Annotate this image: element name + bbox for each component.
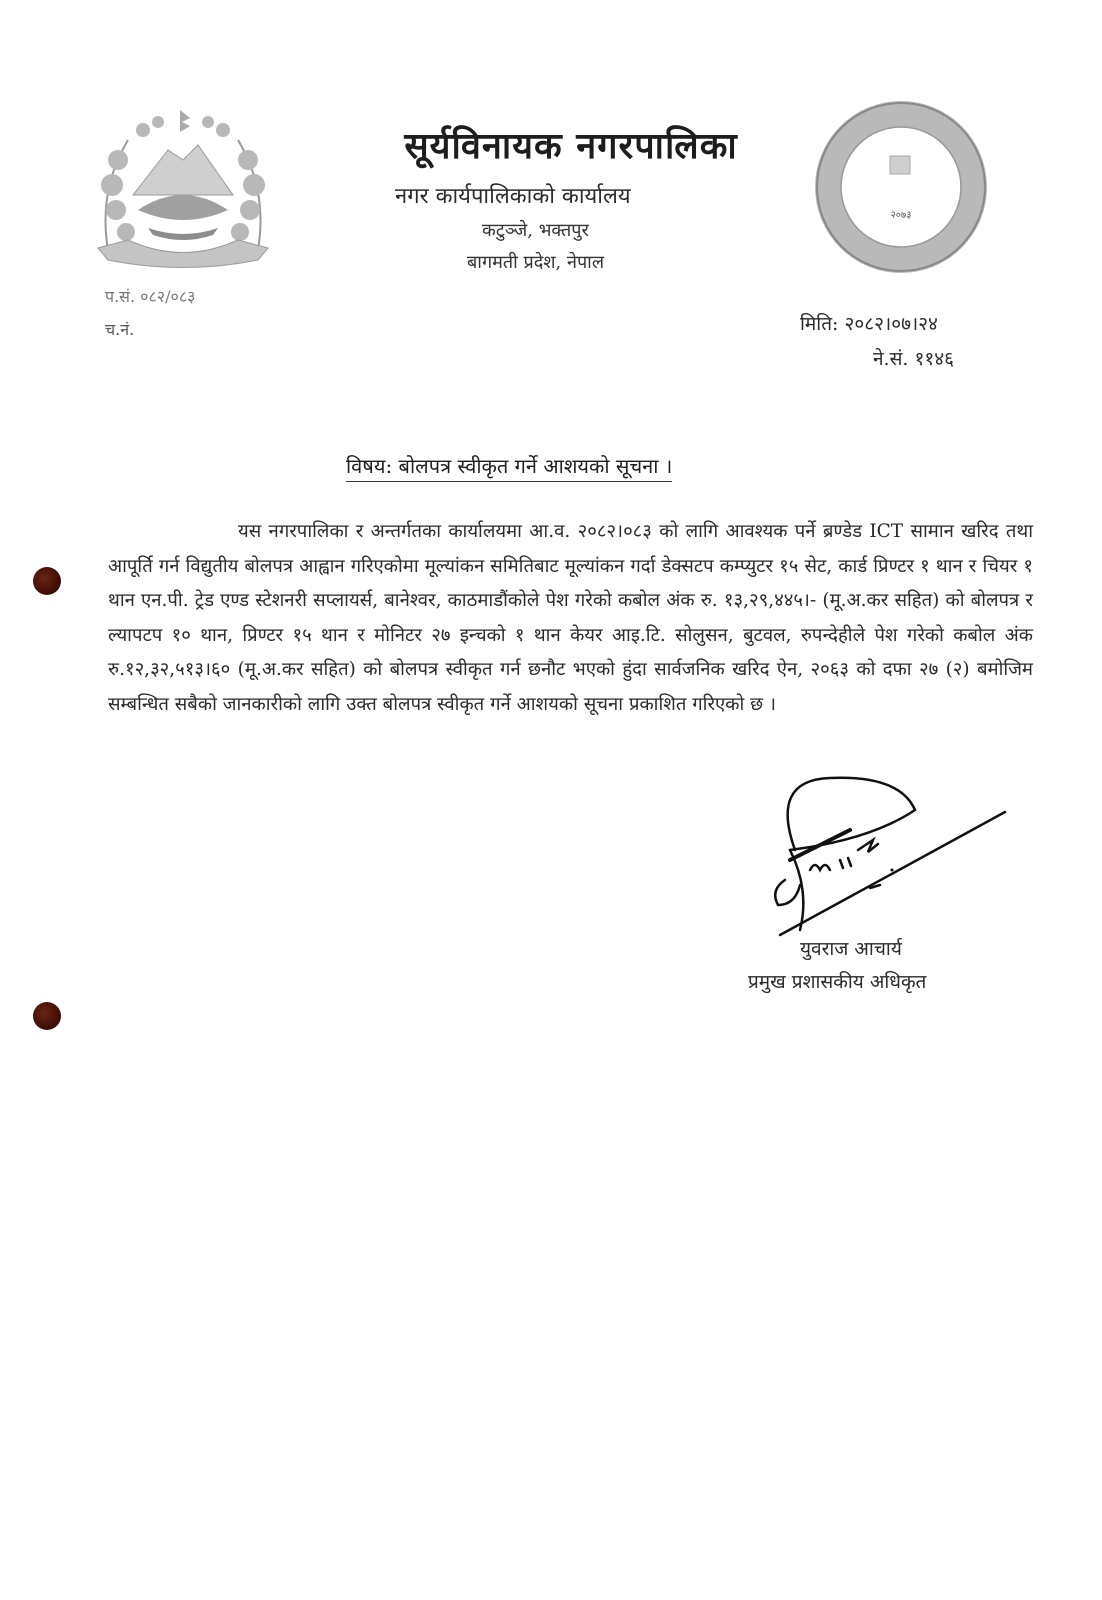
nepal-sambat-date: ने.सं. ११४६: [873, 348, 955, 370]
notice-body-text: यस नगरपालिका र अन्तर्गतका कार्यालयमा आ.व. २०८२।०८३ को लागि आवश्यक पर्ने ब्रण्डेड ICT सामान खरिद तथा आपूर्ति गर्न विद्युतीय बोलपत्र आह्वान गरिएकोमा मूल्यांकन समितिबाट मूल्यांकन गर्दा डेक्सटप कम्प्युटर १५ सेट, कार्ड प्रिण्टर १ थान र चियर १ थान एन.पी. ट्रेड एण्ड स्टेशनरी सप्लायर्स, बानेश्वर, काठमाडौंकोले पेश गरेको कबोल अंक रु. १३,२९,४४५।- (मू.अ.कर सहित) को बोलपत्र र ल्यापटप १० थान, प्रिण्टर १५ थान र मोनिटर २७ इन्चको १ थान केयर आइ.टि. सोलुसन, बुटवल, रुपन्देहीले पेश गरेको कबोल अंक रु.१२,३२,५१३।६० (मू.अ.कर सहित) को बोलपत्र स्वीकृत गर्न छनौट भएको हुंदा सार्वजनिक खरिद ऐन, २०६३ को दफा २७ (२) बमोजिम सम्बन्धित सबैको जानकारीको लागि उक्त बोलपत्र स्वीकृत गर्ने आशयको सूचना प्रकाशित गरिएको छ ।: [108, 521, 1033, 715]
municipality-seal-icon: [812, 98, 990, 276]
signature-icon: [740, 770, 1030, 945]
notice-body: [108, 515, 1033, 722]
document-date: मिति: २०८२।०७।२४: [800, 313, 938, 335]
punch-hole-icon: [33, 567, 61, 595]
signatory-title: प्रमुख प्रशासकीय अधिकृत: [748, 971, 927, 993]
org-name: सूर्यविनायक नगरपालिका: [404, 125, 738, 167]
subject-line: विषय: बोलपत्र स्वीकृत गर्ने आशयको सूचना ।: [346, 452, 672, 482]
punch-hole-icon: [33, 1002, 61, 1030]
address-line-2: बागमती प्रदेश, नेपाल: [467, 252, 605, 273]
signatory-name: युवराज आचार्य: [800, 938, 902, 960]
office-name: नगर कार्यपालिकाको कार्यालय: [395, 184, 631, 209]
address-line-1: कटुञ्जे, भक्तपुर: [482, 220, 589, 241]
seal-year: २०७३: [890, 210, 912, 221]
dispatch-number: च.नं.: [105, 320, 135, 339]
reference-number: प.सं. ०८२/०८३: [105, 287, 196, 306]
